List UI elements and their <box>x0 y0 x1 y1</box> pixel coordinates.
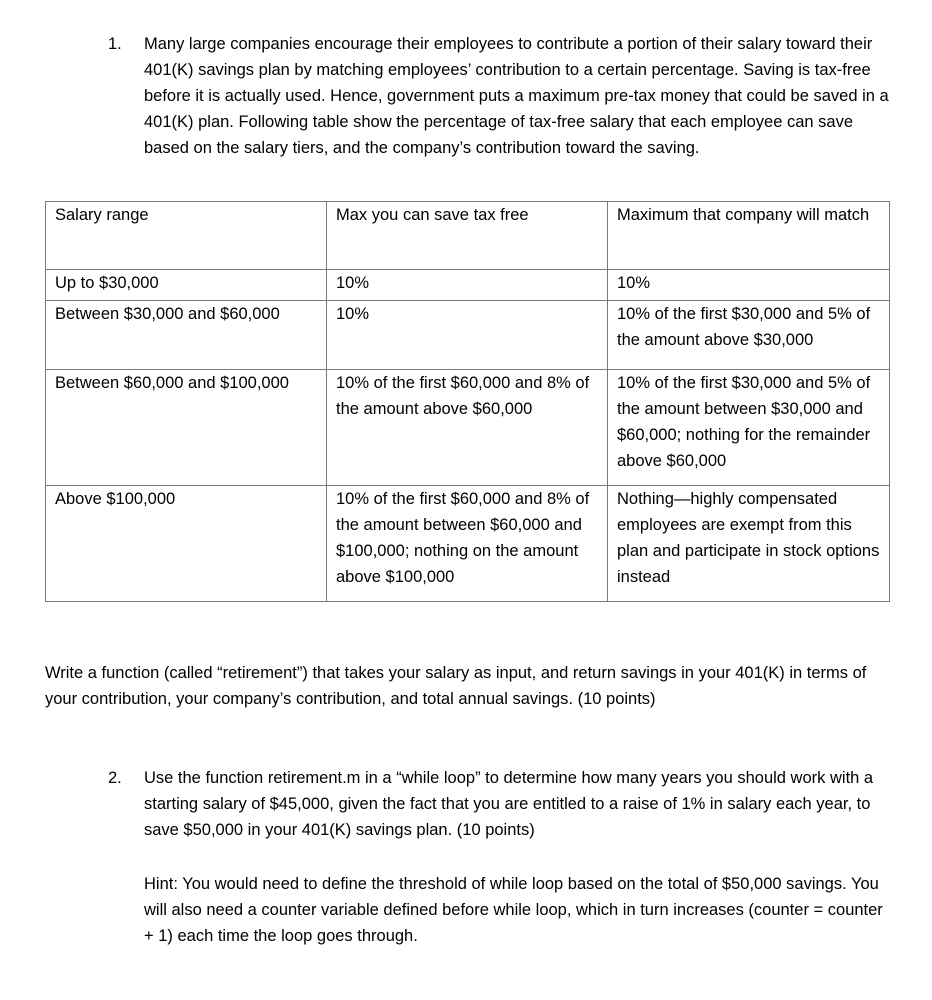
table-row <box>46 370 890 486</box>
hint-paragraph: Hint: You would need to define the threshold of while loop based on the total of $50,000 savings. You will also need a counter variable defined before while loop, which in turn increases (counter = counter + 1) each time the loop goes through. <box>144 875 883 945</box>
header-max-tax-free: Max you can save tax free <box>327 202 608 270</box>
table-cell-max-tax-free: 10% of the first $60,000 and 8% of the amount between $60,000 and $100,000; nothing on the amount above $100,000 <box>327 486 608 602</box>
table-cell-salary-range: Between $30,000 and $60,000 <box>46 301 327 370</box>
table-header-row <box>46 202 890 270</box>
question-1-number: 1. <box>108 35 122 53</box>
question-2 <box>108 765 898 843</box>
table-row <box>46 270 890 301</box>
table-row <box>46 301 890 370</box>
salary-tier-table <box>45 201 890 602</box>
table-cell-max-tax-free: 10% of the first $60,000 and 8% of the amount above $60,000 <box>327 370 608 486</box>
header-salary-range: Salary range <box>46 202 327 270</box>
question-2-text: Use the function retirement.m in a “while loop” to determine how many years you should work with a starting salary of $45,000, given the fact that you are entitled to a raise of 1% in salary each year, to save $50,000 in your 401(K) savings plan. (10 points) <box>144 769 874 839</box>
table-row <box>46 486 890 602</box>
table-cell-company-match: Nothing—highly compensated employees are exempt from this plan and participate in stock options instead <box>608 486 890 602</box>
table-cell-max-tax-free: 10% <box>327 301 608 370</box>
table-cell-max-tax-free: 10% <box>327 270 608 301</box>
table-cell-salary-range: Between $60,000 and $100,000 <box>46 370 327 486</box>
table-cell-salary-range: Above $100,000 <box>46 486 327 602</box>
table-cell-company-match: 10% <box>608 270 890 301</box>
header-company-match: Maximum that company will match <box>608 202 890 270</box>
question-2-number: 2. <box>108 769 122 787</box>
task-retirement-function: Write a function (called “retirement”) that takes your salary as input, and return savings in your 401(K) in terms of your contribution, your company’s contribution, and total annual savings. (10 points) <box>45 664 867 708</box>
question-1 <box>108 31 898 161</box>
table-cell-company-match: 10% of the first $30,000 and 5% of the amount above $30,000 <box>608 301 890 370</box>
table-cell-company-match: 10% of the first $30,000 and 5% of the amount between $30,000 and $60,000; nothing for the remainder above $60,000 <box>608 370 890 486</box>
question-1-text: Many large companies encourage their employees to contribute a portion of their salary toward their 401(K) savings plan by matching employees’ contribution to a certain percentage. Saving is tax-free before it is actually used. Hence, government puts a maximum pre-tax money that could be saved in a 401(K) plan. Following table show the percentage of tax-free salary that each employee can save based on the salary tiers, and the company’s contribution toward the saving. <box>144 35 889 157</box>
table-cell-salary-range: Up to $30,000 <box>46 270 327 301</box>
